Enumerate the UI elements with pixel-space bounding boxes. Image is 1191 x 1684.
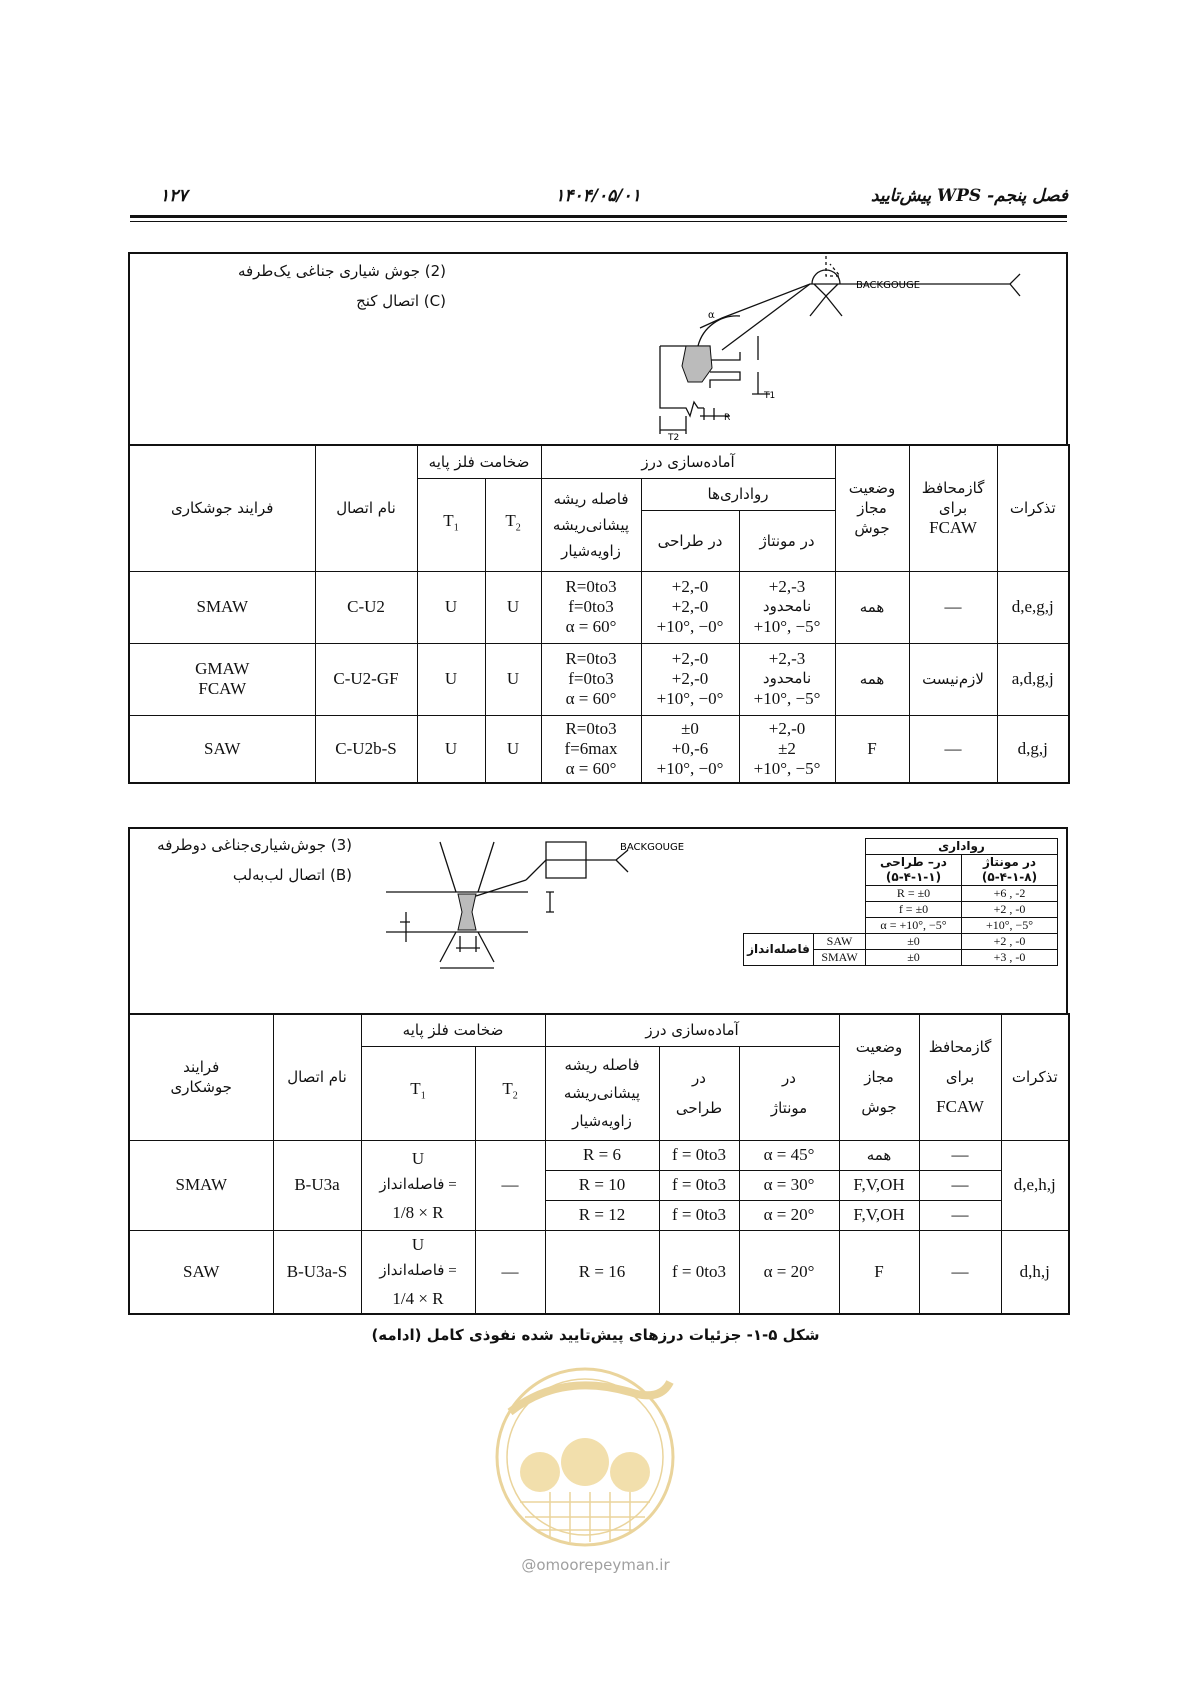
hdr-t1: $T_1$	[417, 478, 485, 571]
cell-position: همه	[835, 643, 909, 715]
hdr-notes: تذکرات	[997, 445, 1069, 571]
tol-spacer-detailed: ±0	[866, 934, 962, 950]
cell-face: f = 0to3	[659, 1170, 739, 1200]
cell-process: SMAW	[129, 1140, 273, 1230]
tol-as-detailed: در– طراحی (۵-۴-۱-۱)	[866, 855, 962, 886]
cell-face: f = 0to3	[659, 1140, 739, 1170]
alpha-label: α	[708, 310, 715, 321]
hdr-as-fitup: در مونتاژ	[739, 1046, 839, 1140]
tol-row-label: α = +10°, −5°	[866, 918, 962, 934]
cell-t1: U = فاصله‌انداز 1/4 × R	[361, 1230, 475, 1314]
cell-joint: B-U3a	[273, 1140, 361, 1230]
table-row	[129, 1140, 1069, 1170]
cell-prep: R=0to3 f=6max α = 60°	[541, 715, 641, 783]
cell-detailed: +2,-0 +2,-0 +10°, −0°	[641, 571, 739, 643]
cell-gas: لازم‌نیست	[909, 643, 997, 715]
table-row	[129, 1230, 1069, 1314]
hdr-t2: $T_2$	[485, 478, 541, 571]
tol-row-label: R = ±0	[866, 886, 962, 902]
t1-label: T1	[764, 391, 776, 401]
hdr-gas-l3: FCAW	[929, 518, 977, 538]
cell-root: R = 10	[545, 1170, 659, 1200]
figure2-caption	[140, 830, 352, 890]
watermark-seal-icon	[470, 1352, 700, 1552]
page-header	[128, 186, 1068, 210]
cell-process: GMAW FCAW	[129, 643, 315, 715]
cell-position: F,V,OH	[839, 1170, 919, 1200]
tol-spacer-fitup: +3 , -0	[962, 950, 1058, 966]
cell-position: F	[839, 1230, 919, 1314]
hdr-joint: نام اتصال	[273, 1014, 361, 1140]
cell-joint: C-U2	[315, 571, 417, 643]
cell-prep: R=0to3 f=0to3 α = 60°	[541, 643, 641, 715]
cell-joint: C-U2b-S	[315, 715, 417, 783]
cell-t1: U	[417, 571, 485, 643]
hdr-gas-l1: گازمحافظ	[921, 479, 985, 498]
cell-notes: d,h,j	[1001, 1230, 1069, 1314]
hdr-t2: $T_2$	[475, 1046, 545, 1140]
tol-spacer-process: SAW	[814, 934, 866, 950]
tol-row-fitup: +2 , -0	[962, 902, 1058, 918]
hdr-prep: آماده‌سازی درز	[541, 445, 835, 478]
weld-bead-shape	[458, 894, 476, 930]
tol-title: رواداری	[866, 839, 1058, 855]
hdr-thickness: ضخامت فلز پایه	[361, 1014, 545, 1046]
tol-spacer-fitup: +2 , -0	[962, 934, 1058, 950]
header-rule-thin	[130, 221, 1067, 222]
cell-fitup: +2,-0 ±2 +10°, −5°	[739, 715, 835, 783]
cell-t2: —	[475, 1230, 545, 1314]
cell-gas: —	[919, 1200, 1001, 1230]
hdr-position: وضعیت مجاز جوش	[839, 1014, 919, 1140]
cell-gas: —	[919, 1230, 1001, 1314]
weld-bead-shape	[682, 346, 712, 382]
cell-t2: U	[485, 571, 541, 643]
page-number: ۱۲۷	[160, 186, 188, 206]
hdr-root-face-angle	[541, 478, 641, 571]
hdr-gas-l2: برای	[938, 499, 968, 518]
hdr-as-fitup: در مونتاژ	[739, 510, 835, 571]
cell-t2: U	[485, 643, 541, 715]
table-row	[129, 715, 1069, 783]
chapter-title: فصل پنجم- WPS پیش‌تایید	[870, 186, 1068, 206]
figure1-table	[128, 444, 1070, 784]
cell-gas: —	[909, 571, 997, 643]
figure1-caption	[200, 256, 446, 316]
cell-t1: U = فاصله‌انداز 1/8 × R	[361, 1140, 475, 1230]
cell-root: R = 6	[545, 1140, 659, 1170]
hdr-root-face-angle: فاصله ریشه پیشانی‌ریشه زاویه‌شیار	[545, 1046, 659, 1140]
cell-position: همه	[835, 571, 909, 643]
hdr-thickness: ضخامت فلز پایه	[417, 445, 541, 478]
r-label: R	[724, 413, 731, 423]
hdr-angle: زاویه‌شیار	[561, 541, 621, 560]
figure1-joint-drawing	[640, 256, 1060, 440]
cell-notes: d,e,g,j	[997, 571, 1069, 643]
cell-gas: —	[909, 715, 997, 783]
figure1-caption-line1: (2) جوش شیاری جناغی یک‌طرفه	[237, 262, 446, 280]
cell-angle: α = 45°	[739, 1140, 839, 1170]
tol-as-fitup: در مونتاژ (۵-۴-۱-۸)	[962, 855, 1058, 886]
cell-notes: d,g,j	[997, 715, 1069, 783]
cell-root: R = 12	[545, 1200, 659, 1230]
backgouge-label: BACKGOUGE	[620, 842, 685, 853]
hdr-position	[835, 445, 909, 571]
cell-t2: U	[485, 715, 541, 783]
hdr-t1: $T_1$	[361, 1046, 475, 1140]
figure1-caption-line2: (C) اتصال کنج	[356, 292, 446, 310]
hdr-position-l1: وضعیت	[848, 479, 896, 498]
table-row	[129, 571, 1069, 643]
header-date: ۱۴۰۴/۰۵/۰۱	[555, 186, 641, 206]
tol-row-fitup: +6 , -2	[962, 886, 1058, 902]
tol-spacer-detailed: ±0	[866, 950, 962, 966]
hdr-process: فرایند جوشکاری	[129, 1014, 273, 1140]
cell-fitup: +2,-3 نامحدود +10°, −5°	[739, 571, 835, 643]
cell-prep: R=0to3 f=0to3 α = 60°	[541, 571, 641, 643]
cell-t2: —	[475, 1140, 545, 1230]
cell-angle: α = 20°	[739, 1200, 839, 1230]
hdr-prep: آماده‌سازی درز	[545, 1014, 839, 1046]
figure2-caption-line1: (3) جوش‌شیاری‌جناغی دوطرفه	[157, 836, 352, 854]
cell-face: f = 0to3	[659, 1200, 739, 1230]
backgouge-label: BACKGOUGE	[856, 280, 921, 291]
tol-spacer-label: فاصله‌انداز	[744, 934, 814, 966]
tol-spacer-process: SMAW	[814, 950, 866, 966]
cell-process: SAW	[129, 1230, 273, 1314]
hdr-joint: نام اتصال	[315, 445, 417, 571]
cell-joint: C-U2-GF	[315, 643, 417, 715]
hdr-as-detailed: در طراحی	[641, 510, 739, 571]
hdr-notes: تذکرات	[1001, 1014, 1069, 1140]
hdr-position-l2: مجاز	[857, 499, 887, 518]
cell-detailed: ±0 +0,-6 +10°, −0°	[641, 715, 739, 783]
cell-angle: α = 30°	[739, 1170, 839, 1200]
figure-caption: شکل ۵-۱- جزئیات درزهای پیش‌تایید شده نفوذی کامل (ادامه)	[371, 1326, 820, 1344]
hdr-process: فرایند جوشکاری	[129, 445, 315, 571]
cell-joint: B-U3a-S	[273, 1230, 361, 1314]
cell-notes: d,e,h,j	[1001, 1140, 1069, 1230]
cell-gas: —	[919, 1170, 1001, 1200]
tol-row-label: f = ±0	[866, 902, 962, 918]
hdr-as-detailed: در طراحی	[659, 1046, 739, 1140]
tolerance-table	[743, 838, 1058, 966]
hdr-root: فاصله ریشه	[553, 489, 629, 508]
table-row	[129, 643, 1069, 715]
cell-process: SAW	[129, 715, 315, 783]
figure2-joint-drawing	[376, 832, 716, 982]
cell-face: f = 0to3	[659, 1230, 739, 1314]
cell-notes: a,d,g,j	[997, 643, 1069, 715]
cell-detailed: +2,-0 +2,-0 +10°, −0°	[641, 643, 739, 715]
cell-angle: α = 20°	[739, 1230, 839, 1314]
cell-process: SMAW	[129, 571, 315, 643]
cell-position: F,V,OH	[839, 1200, 919, 1230]
hdr-gas: گازمحافظ برای FCAW	[919, 1014, 1001, 1140]
watermark-text: @omoorepeyman.ir	[521, 1556, 670, 1574]
hdr-face: پیشانی‌ریشه	[552, 515, 630, 534]
tol-row-fitup: +10°, −5°	[962, 918, 1058, 934]
cell-t1: U	[417, 643, 485, 715]
cell-position: همه	[839, 1140, 919, 1170]
hdr-tolerances: رواداری‌ها	[641, 478, 835, 510]
cell-t1: U	[417, 715, 485, 783]
header-rule-thick	[130, 215, 1067, 218]
cell-gas: —	[919, 1140, 1001, 1170]
cell-fitup: +2,-3 نامحدود +10°, −5°	[739, 643, 835, 715]
figure2-table	[128, 1013, 1070, 1315]
hdr-position-l3: جوش	[854, 519, 890, 538]
hdr-gas	[909, 445, 997, 571]
figure2-caption-line2: (B) اتصال لب‌به‌لب	[232, 866, 352, 884]
cell-root: R = 16	[545, 1230, 659, 1314]
cell-position: F	[835, 715, 909, 783]
t2-label: T2	[668, 433, 680, 440]
